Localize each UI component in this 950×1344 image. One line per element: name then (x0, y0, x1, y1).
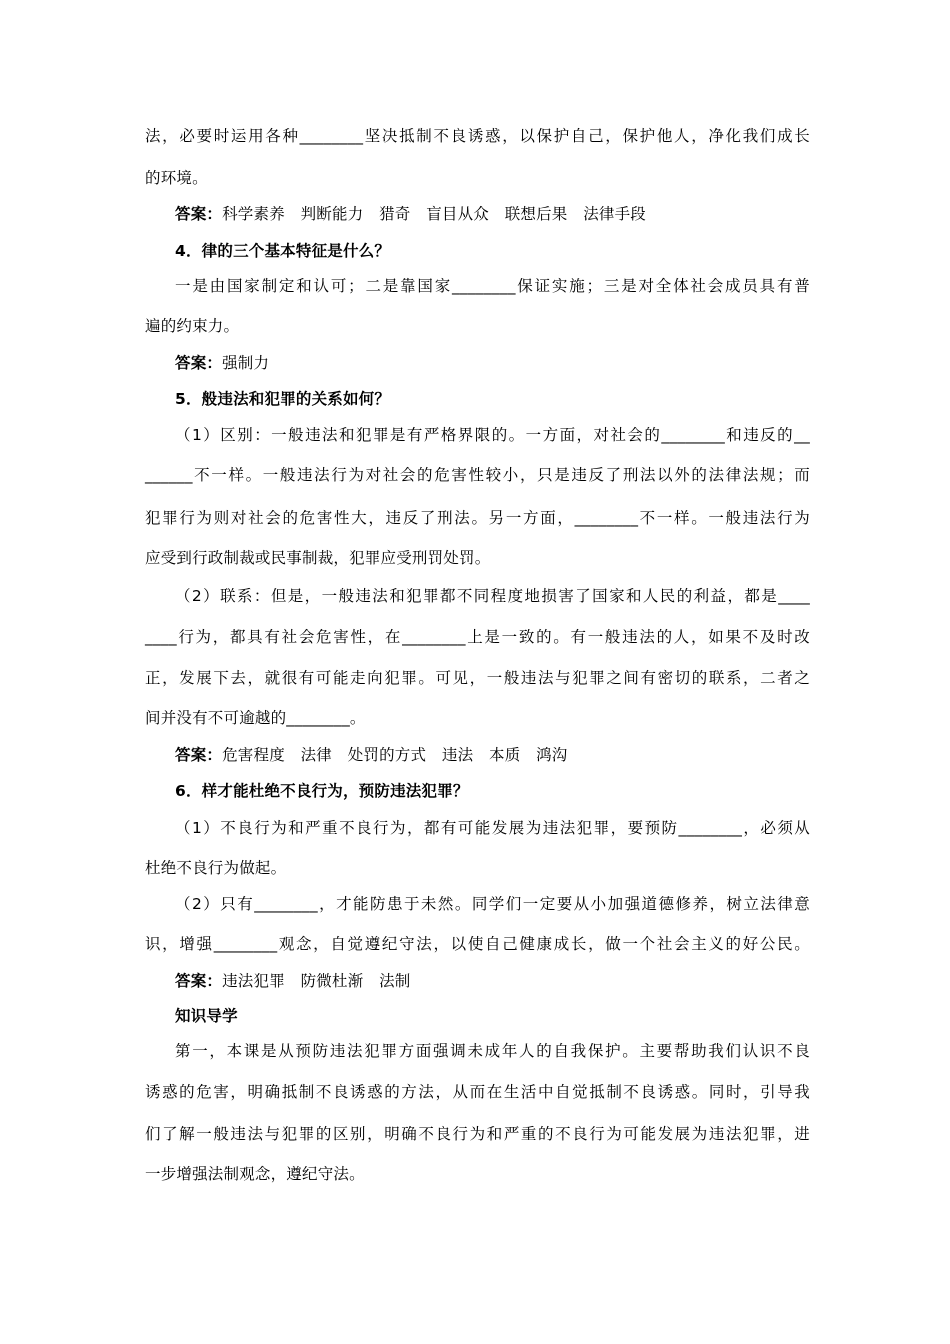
answer-text: 科学素养 判断能力 猎奇 盲目从众 联想后果 法律手段 (222, 205, 647, 223)
section-heading: 知识导学 (175, 1007, 238, 1025)
paragraph-line: 识，增强________观念，自觉遵纪守法，以使自己健康成长，做一个社会主义的好公民。 (145, 935, 810, 953)
paragraph-line: ____行为，都具有社会危害性，在________上是一致的。有一般违法的人，如果不及时改 (145, 628, 810, 646)
question-heading: 5．般违法和犯罪的关系如何？ (175, 390, 391, 408)
paragraph-line: 的环境。 (145, 169, 208, 187)
answer-line (175, 353, 810, 373)
paragraph-line: 应受到行政制裁或民事制裁，犯罪应受刑罚处罚。 (145, 549, 491, 567)
paragraph-line: 诱惑的危害，明确抵制不良诱惑的方法，从而在生活中自觉抵制不良诱惑。同时，引导我 (145, 1083, 810, 1101)
paragraph-line: 犯罪行为则对社会的危害性大，违反了刑法。另一方面，________不一样。一般违法行为 (145, 509, 810, 527)
paragraph-line: （1）不良行为和严重不良行为，都有可能发展为违法犯罪，要预防________，必须从 (175, 819, 810, 837)
answer-label: 答案： (175, 354, 223, 372)
paragraph-line: （2）只有________，才能防患于未然。同学们一定要从小加强道德修养，树立法律意 (175, 895, 810, 913)
answer-line (175, 971, 810, 991)
paragraph-line: 杜绝不良行为做起。 (145, 859, 287, 877)
answer-label: 答案： (175, 746, 223, 764)
answer-text: 强制力 (222, 354, 270, 372)
paragraph-line: ______不一样。一般违法行为对社会的危害性较小，只是违反了刑法以外的法律法规；而 (145, 466, 810, 484)
paragraph-line: 间并没有不可逾越的________。 (145, 709, 366, 727)
paragraph-line: 法，必要时运用各种________坚决抵制不良诱惑，以保护自己，保护他人，净化我们成长 (145, 127, 810, 145)
paragraph-line: 正，发展下去，就很有可能走向犯罪。可见，一般违法与犯罪之间有密切的联系，二者之 (145, 669, 810, 687)
paragraph-line: 一步增强法制观念，遵纪守法。 (145, 1165, 365, 1183)
paragraph-line: （1）区别：一般违法和犯罪是有严格界限的。一方面，对社会的________和违反的__ (175, 426, 810, 444)
paragraph-line: 第一，本课是从预防违法犯罪方面强调未成年人的自我保护。主要帮助我们认识不良 (175, 1042, 810, 1060)
answer-text: 违法犯罪 防微杜渐 法制 (222, 972, 411, 990)
paragraph-line: 遍的约束力。 (145, 317, 240, 335)
answer-label: 答案： (175, 972, 223, 990)
question-heading: 4．律的三个基本特征是什么？ (175, 242, 391, 260)
paragraph-line: （2）联系：但是，一般违法和犯罪都不同程度地损害了国家和人民的利益，都是____ (175, 587, 810, 605)
answer-line (175, 745, 810, 765)
paragraph-line: 们了解一般违法与犯罪的区别，明确不良行为和严重的不良行为可能发展为违法犯罪，进 (145, 1125, 810, 1143)
paragraph-line: 一是由国家制定和认可；二是靠国家________保证实施；三是对全体社会成员具有普 (175, 277, 810, 295)
answer-text: 危害程度 法律 处罚的方式 违法 本质 鸿沟 (222, 746, 568, 764)
answer-label: 答案： (175, 205, 223, 223)
question-heading: 6．样才能杜绝不良行为，预防违法犯罪？ (175, 782, 469, 800)
answer-line (175, 204, 810, 224)
